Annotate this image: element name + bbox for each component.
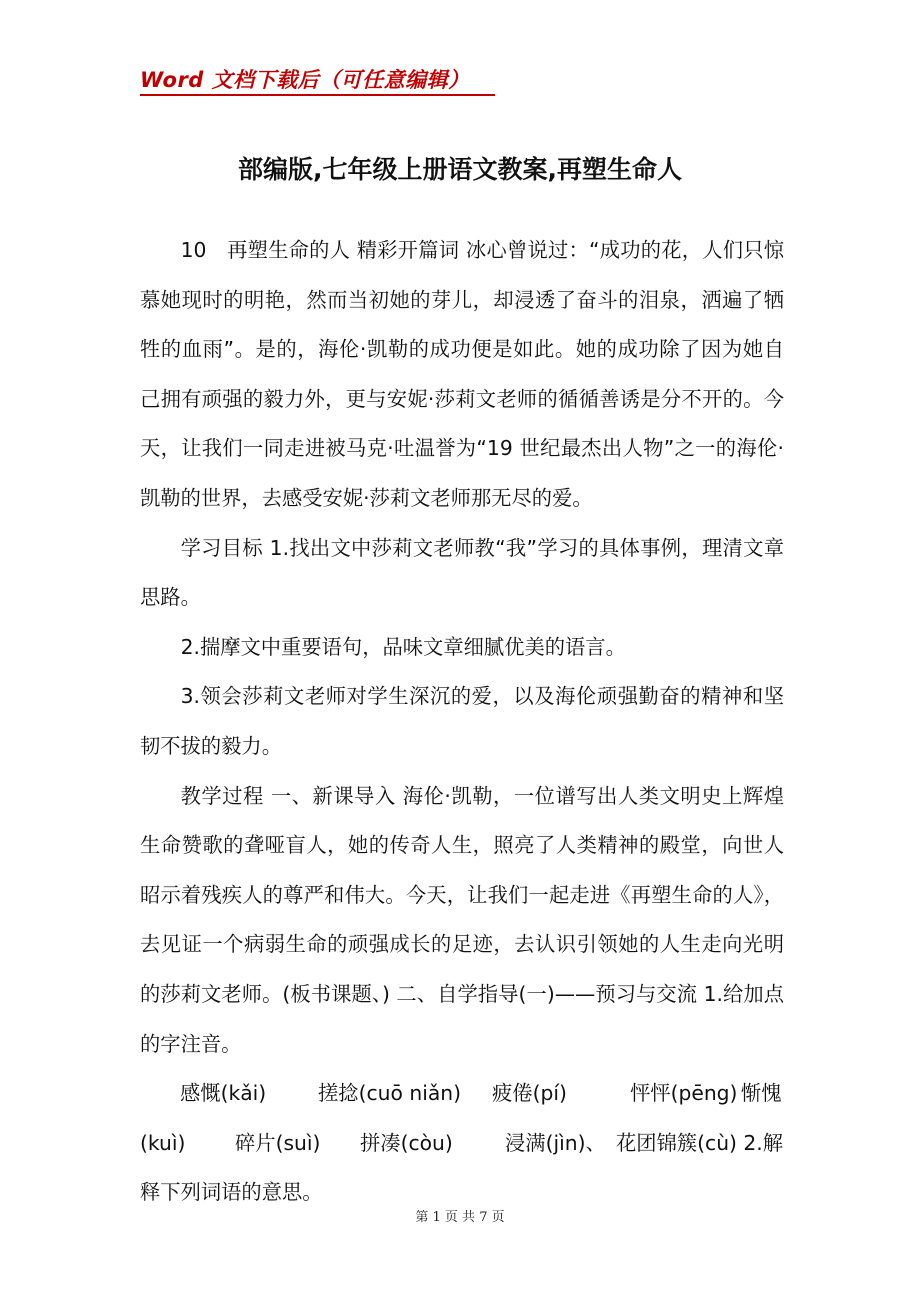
paragraph-goal-1: 学习目标 1.找出文中莎莉文老师教“我”学习的具体事例，理清文章思路。: [140, 535, 784, 610]
paragraph-goal-3: 3.领会莎莉文老师对学生深沉的爱，以及海伦顽强勤奋的精神和坚韧不拔的毅力。: [140, 684, 784, 758]
pinyin-item: 释下列词语的意思。: [140, 1180, 323, 1205]
document-body: [140, 226, 784, 1218]
pinyin-item: 疲倦(pí): [492, 1081, 567, 1106]
pinyin-item: (kuì): [140, 1130, 186, 1155]
pinyin-item: 怦怦(pēng): [630, 1081, 738, 1106]
download-watermark-header: Word 文档下载后（可任意编辑）: [140, 68, 470, 92]
pinyin-item: 碎片(suì): [235, 1130, 321, 1155]
paragraph-intro: 10 再塑生命的人 精彩开篇词 冰心曾说过：“成功的花，人们只惊慕她现时的明艳，然而当初她的芽儿，却浸透了奋斗的泪泉，洒遍了牺牲的血雨”。是的，海伦·凯勒的成功便是如此。她的成功除了因为她自己拥有顽强的毅力外，更与安妮·莎莉文老师的循循善诱是分不开的。今天，让我们一同走进被马克·吐温誉为“19 世纪最杰出人物”之一的海伦·凯勒的世界，去感受安妮·莎莉文老师那无尽的爱。: [140, 238, 784, 510]
paragraph-process: 教学过程 一、新课导入 海伦·凯勒，一位谱写出人类文明史上辉煌生命赞歌的聋哑盲人，她的传奇人生，照亮了人类精神的殿堂，向世人昭示着残疾人的尊严和伟大。今天，让我们一起走进《再塑生命的人》，去见证一个病弱生命的顽强成长的足迹，去认识引领她的人生走向光明的莎莉文老师。(板书课题、) 二、自学指导(一)——预习与交流 1.给加点的字注音。: [140, 783, 784, 1056]
page-footer: 第 1 页 共 7 页: [415, 1210, 505, 1225]
pinyin-exercise: [140, 1069, 784, 1218]
pinyin-item: 惭愧: [741, 1081, 782, 1106]
pinyin-item: 花团锦簇(cù) 2.解: [616, 1130, 784, 1155]
watermark-underline: [140, 94, 495, 96]
pinyin-item: 感慨(kǎi): [180, 1081, 267, 1106]
pinyin-item: 拼凑(còu): [360, 1130, 453, 1155]
pinyin-item: 搓捻(cuō niǎn): [318, 1081, 462, 1106]
pinyin-item: 浸满(jìn)、: [505, 1130, 606, 1155]
document-title: 部编版,七年级上册语文教案,再塑生命人: [238, 155, 682, 184]
paragraph-goal-2: 2.揣摩文中重要语句，品味文章细腻优美的语言。: [180, 634, 626, 659]
